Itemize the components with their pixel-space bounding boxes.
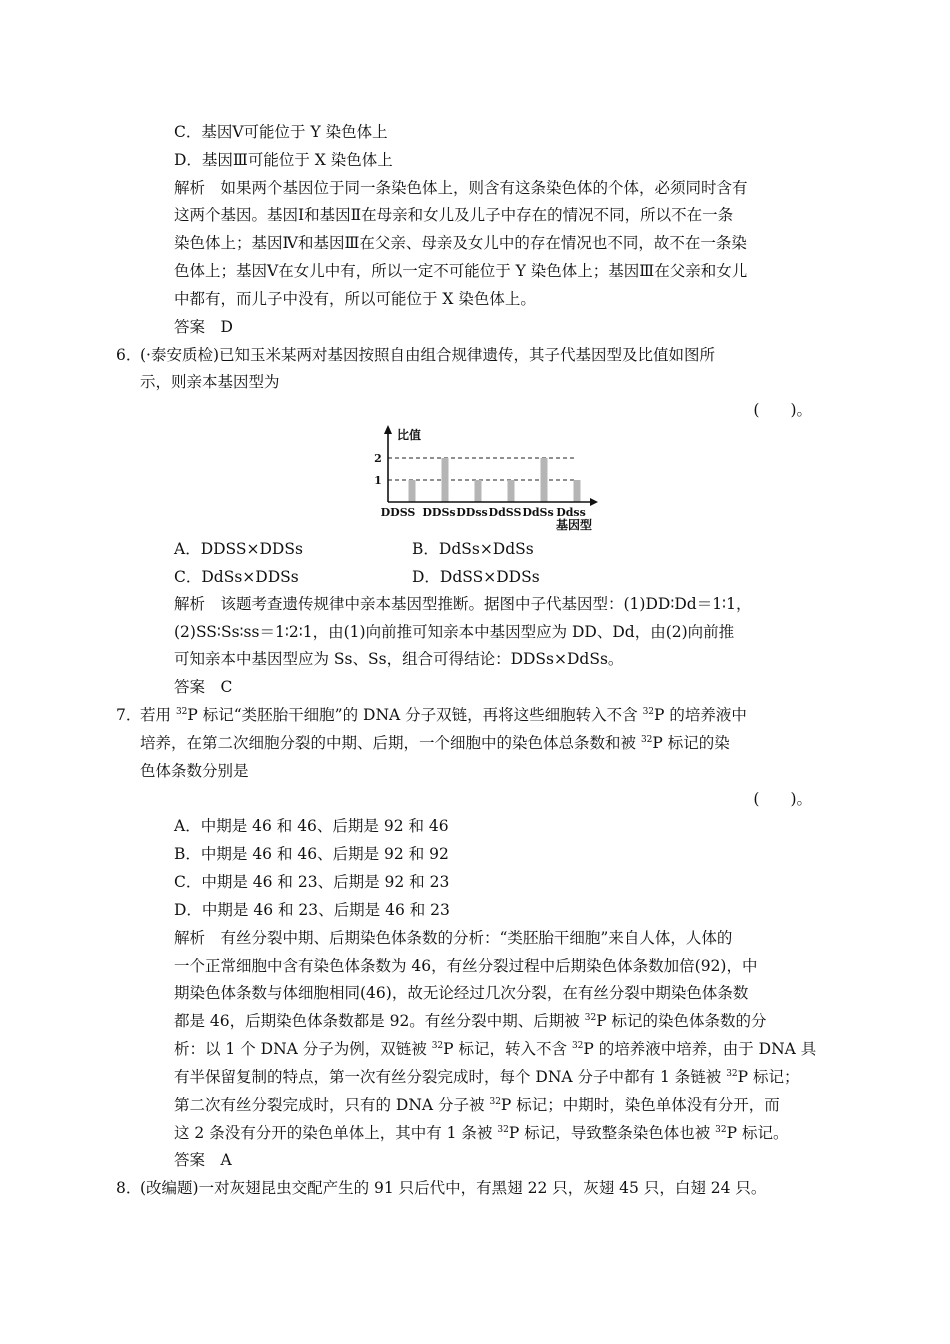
q6-option-d: D．DdSS×DDSs — [412, 568, 540, 586]
q6-analysis-line: 可知亲本中基因型应为 Ss、Ss，组合可得结论：DDSs×DdSs。 — [174, 650, 624, 668]
q6-analysis-line: 解析 该题考查遗传规律中亲本基因型推断。据图中子代基因型：(1)DD∶Dd＝1∶1， — [174, 595, 752, 613]
q6-answer: 答案 C — [174, 678, 233, 696]
q7-option-b: B．中期是 46 和 46、后期是 92 和 92 — [174, 845, 449, 863]
q6-option-b: B．DdSs×DdSs — [412, 540, 534, 558]
q5-analysis-line: 染色体上；基因Ⅳ和基因Ⅲ在父亲、母亲及女儿中的存在情况也不同，故不在一条染 — [174, 234, 747, 252]
q6-number: 6． — [116, 346, 142, 364]
q7-analysis-line: 一个正常细胞中含有染色体条数为 46，有丝分裂过程中后期染色体条数加倍(92)，中 — [174, 957, 758, 975]
q6-options-row — [174, 565, 734, 587]
bar-ddss — [475, 480, 482, 502]
q7-analysis-line: 第二次有丝分裂完成时，只有的 DNA 分子被 $^{32}$P 标记；中期时，染色单体没有分开，而 — [174, 1096, 780, 1114]
x-tick-label: Ddss — [556, 506, 586, 519]
q7-stem-line: 若用 $^{32}$P 标记“类胚胎干细胞”的 DNA 分子双链，再将这些细胞转入不含 $^{32}$P 的培养液中 — [140, 706, 747, 724]
x-tick-label: DDss — [456, 506, 488, 519]
q7-stem-line: 培养，在第二次细胞分裂的中期、后期，一个细胞中的染色体总条数和被 $^{32}$P 标记的染 — [140, 734, 730, 752]
bar-ddss — [442, 458, 449, 502]
q6-answer-blank: ( )。 — [753, 401, 812, 419]
chart-gridlines — [388, 458, 576, 480]
q5-analysis-line: 这两个基因。基因Ⅰ和基因Ⅱ在母亲和女儿及儿子中存在的情况不同，所以不在一条 — [174, 206, 734, 224]
q5-analysis-line: 中都有，而儿子中没有，所以可能位于 X 染色体上。 — [174, 290, 536, 308]
q6-analysis-line: (2)SS∶Ss∶ss＝1∶2∶1，由(1)向前推可知亲本中基因型应为 DD、Dd，由(2)向前推 — [174, 623, 735, 641]
x-tick-label: DDSs — [422, 506, 456, 519]
q7-answer: 答案 A — [174, 1151, 232, 1169]
bar-ddss — [508, 480, 515, 502]
q5-analysis-line: 解析 如果两个基因位于同一条染色体上，则含有这条染色体的个体，必须同时含有 — [174, 179, 748, 197]
x-axis-arrow — [590, 498, 598, 506]
q7-analysis-line: 都是 46，后期染色体条数都是 92。有丝分裂中期、后期被 $^{32}$P 标记的染色体条数的分 — [174, 1012, 767, 1030]
y-tick-label: 2 — [374, 452, 382, 465]
q6-options-row — [174, 537, 734, 559]
bar-ddss — [574, 480, 581, 502]
q6-option-a: A．DDSS×DDSs — [174, 540, 303, 558]
q7-option-d: D．中期是 46 和 23、后期是 46 和 23 — [174, 901, 450, 919]
q6-stem-line: (·泰安质检)已知玉米某两对基因按照自由组合规律遗传，其子代基因型及比值如图所 — [140, 346, 716, 364]
x-tick-label: DdSS — [488, 506, 522, 519]
q5-option-c: C．基因Ⅴ可能位于 Y 染色体上 — [174, 123, 388, 141]
q7-answer-blank: ( )。 — [753, 790, 812, 808]
q7-analysis-line: 析：以 1 个 DNA 分子为例，双链被 $^{32}$P 标记，转入不含 $^{32}$P 的培养液中培养，由于 DNA 具 — [174, 1040, 817, 1058]
q5-answer: 答案 D — [174, 318, 233, 336]
q7-stem-line: 色体条数分别是 — [140, 762, 249, 780]
chart-y-ticks — [374, 452, 382, 487]
q6-option-c: C．DdSs×DDSs — [174, 568, 299, 586]
q7-analysis-line: 有半保留复制的特点，第一次有丝分裂完成时，每个 DNA 分子中都有 1 条链被 $^{32}$P 标记； — [174, 1068, 800, 1086]
x-axis-label: 基因型 — [556, 518, 593, 532]
q7-number: 7． — [116, 706, 142, 724]
q5-option-d: D．基因Ⅲ可能位于 X 染色体上 — [174, 151, 393, 169]
y-axis-arrow — [384, 425, 392, 434]
q7-option-a: A．中期是 46 和 46、后期是 92 和 46 — [174, 817, 449, 835]
x-tick-label: DDSS — [380, 506, 416, 519]
bar-ddss — [541, 458, 548, 502]
q7-analysis-line: 期染色体条数与体细胞相同(46)，故无论经过几次分裂，在有丝分裂中期染色体条数 — [174, 984, 749, 1002]
x-tick-label: DdSs — [522, 506, 554, 519]
q6-stem-line: 示，则亲本基因型为 — [140, 373, 280, 391]
bar-ddss — [409, 480, 416, 502]
genotype-ratio-chart — [360, 424, 600, 534]
q5-analysis-line: 色体上；基因Ⅴ在女儿中有，所以一定不可能位于 Y 染色体上；基因Ⅲ在父亲和女儿 — [174, 262, 748, 280]
q8-number: 8． — [116, 1179, 142, 1197]
y-axis-label: 比值 — [397, 428, 422, 442]
q7-analysis-line: 解析 有丝分裂中期、后期染色体条数的分析：“类胚胎干细胞”来自人体，人体的 — [174, 929, 733, 947]
q8-stem-line: (改编题)一对灰翅昆虫交配产生的 91 只后代中，有黑翅 22 只，灰翅 45 只，白翅 24 只。 — [140, 1179, 767, 1197]
y-tick-label: 1 — [374, 474, 382, 487]
q7-analysis-line: 这 2 条没有分开的染色单体上，其中有 1 条被 $^{32}$P 标记，导致整条染色体也被 $^{32}$P 标记。 — [174, 1124, 789, 1142]
q7-option-c: C．中期是 46 和 23、后期是 92 和 23 — [174, 873, 450, 891]
